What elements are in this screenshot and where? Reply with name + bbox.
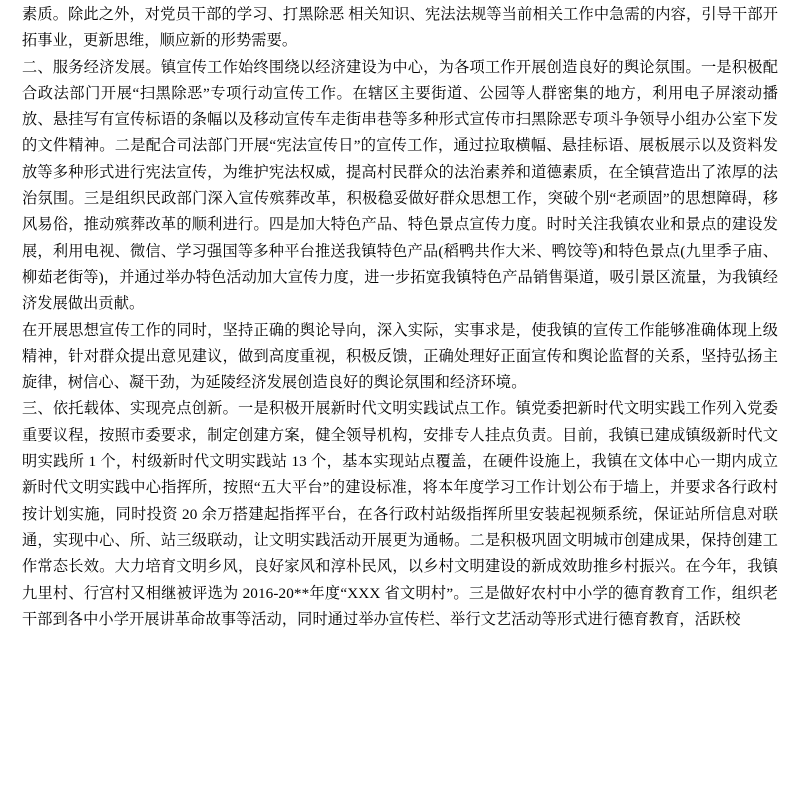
paragraph-service-economy: 二、服务经济发展。镇宣传工作始终围绕以经济建设为中心，为各项工作开展创造良好的舆论氛围。一是积极配合政法部门开展“扫黑除恶”专项行动宣传工作。在辖区主要街道、公园等人群密集的地方，利用电子屏滚动播放、悬挂写有宣传标语的条幅以及移动宣传车走街串巷等多种形式宣传市扫黑除恶专项斗争领导小组办公室下发的文件精神。二是配合司法部门开展“宪法宣传日”的宣传工作，通过拉取横幅、悬挂标语、展板展示以及资料发放等多种形式进行宪法宣传，为维护宪法权威，提高村民群众的法治素养和道德素质，在全镇营造出了浓厚的法治氛围。三是组织民政部门深入宣传殡葬改革，积极稳妥做好群众思想工作，突破个别“老顽固”的思想障碍，移风易俗，推动殡葬改革的顺利进行。四是加大特色产品、特色景点宣传力度。时时关注我镇农业和景点的建设发展，利用电视、微信、学习强国等多种平台推送我镇特色产品(稻鸭共作大米、鸭饺等)和特色景点(九里季子庙、柳茹老街等)，并通过举办特色活动加大宣传力度，进一步拓宽我镇特色产品销售渠道，吸引景区流量，为我镇经济发展做出贡献。: [22, 58, 778, 313]
paragraph-clipped-top: 素质。除此之外，对党员干部的学习、打黑除恶 相关知识、宪法法规等当前相关工作中急需的内容，引导干部开拓事业，更新思维，顺应新的形势需要。: [22, 6, 778, 50]
paragraph-public-opinion: 在开展思想宣传工作的同时，坚持正确的舆论导向，深入实际，实事求是，使我镇的宣传工作能够准确体现上级精神，针对群众提出意见建议，做到高度重视，积极反馈，正确处理好正面宣传和舆论监督的关系，坚持弘扬主旋律，树信心、凝干劲，为延陵经济发展创造良好的舆论氛围和经济环境。: [22, 321, 778, 392]
paragraph-innovation: 三、依托载体、实现亮点创新。一是积极开展新时代文明实践试点工作。镇党委把新时代文明实践工作列入党委重要议程，按照市委要求，制定创建方案，健全领导机构，安排专人挂点负责。目前，我镇已建成镇级新时代文明实践所 1 个，村级新时代文明实践站 13 个，基本实现站点覆盖，在硬件设施上，我镇在文体中心一期内成立新时代文明实践中心指挥所，按照“五大平台”的建设标准，将本年度学习工作计划公布于墙上，并要求各行政村按计划实施，同时投资 20 余万搭建起指挥平台，在各行政村站级指挥所里安装起视频系统，保证站所信息对联通，实现中心、所、站三级联动，让文明实践活动开展更为通畅。二是积极巩固文明城市创建成果，保持创建工作常态长效。大力培育文明乡风，良好家风和淳朴民风，以乡村文明建设的新成效助推乡村振兴。在今年，我镇九里村、行宫村又相继被评选为 2016-20**年度“XXX 省文明村”。三是做好农村中小学的德育教育工作，组织老干部到各中小学开展讲革命故事等活动，同时通过举办宣传栏、举行文艺活动等形式进行德育教育，活跃校: [22, 400, 778, 628]
